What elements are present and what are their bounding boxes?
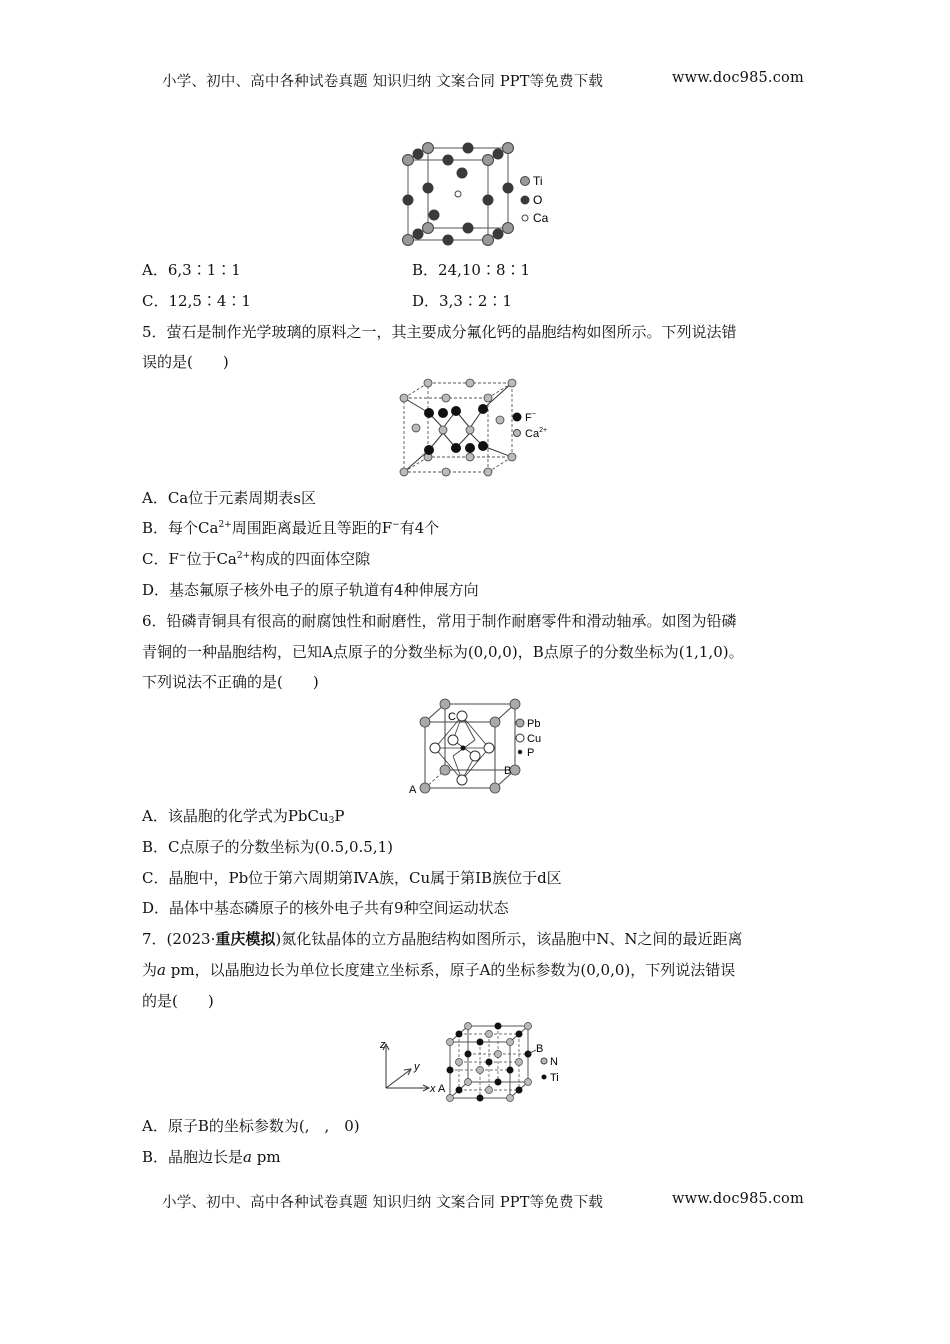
- label-a7: A: [438, 1083, 446, 1095]
- q5-option-b[interactable]: B．每个$Ca^{2+}$周围距离最近且等距的F−有4个: [142, 519, 440, 537]
- q6-option-b[interactable]: B．C点原子的分数坐标为(0.5,0.5,1): [142, 838, 393, 856]
- q6-option-d[interactable]: D．晶体中基态磷原子的核外电子共有9种空间运动状态: [142, 899, 509, 917]
- footer-text: 小学、初中、高中各种试卷真题 知识归纳 文案合同 PPT等免费下载: [162, 1195, 604, 1211]
- legend-o: O: [533, 193, 543, 207]
- q7-stem-line1: 7．(2023·重庆模拟)氮化钛晶体的立方晶胞结构如图所示，该晶胞中N、N之间的最近距离: [142, 930, 743, 948]
- q5-option-c[interactable]: C．F−位于$Ca^{2+}$构成的四面体空隙: [142, 550, 371, 568]
- q4-option-b[interactable]: B．24,10∶8∶1: [412, 261, 531, 279]
- axis-x: x: [430, 1083, 436, 1095]
- q5-stem-line2: 误的是( ): [142, 353, 229, 371]
- q6-stem-line1: 6．铅磷青铜具有很高的耐腐蚀性和耐磨性，常用于制作耐磨零件和滑动轴承。如图为铅磷: [142, 612, 737, 630]
- legend-pb: Pb: [527, 718, 541, 730]
- legend-ca: Ca: [533, 211, 549, 225]
- q7-option-b[interactable]: B．晶胞边长是a pm: [142, 1148, 281, 1166]
- q7-stem-line3: 的是( ): [142, 992, 214, 1010]
- q4-option-a[interactable]: A．6,3∶1∶1: [142, 261, 241, 279]
- label-c: C: [448, 711, 456, 723]
- q5-crystal-figure: [398, 378, 558, 478]
- legend-f: F−: [525, 411, 536, 424]
- header-site[interactable]: www.doc985.com: [672, 70, 804, 86]
- q7-crystal-figure: [378, 1022, 578, 1107]
- q6-crystal-figure: [405, 700, 555, 800]
- q6-stem-line2: 青铜的一种晶胞结构，已知A点原子的分数坐标为(0,0,0)，B点原子的分数坐标为(1,1,0)。: [142, 643, 744, 661]
- label-a: A: [409, 784, 417, 796]
- label-b7: B: [536, 1043, 544, 1055]
- page-header: [162, 70, 603, 91]
- q4-option-c[interactable]: C．12,5∶4∶1: [142, 292, 251, 310]
- legend-p: P: [527, 747, 535, 759]
- page-footer: [162, 1191, 603, 1212]
- q4-option-d[interactable]: D．3,3∶2∶1: [412, 292, 512, 310]
- axis-y: y: [414, 1061, 420, 1073]
- q6-option-a[interactable]: A．该晶胞的化学式为PbCu$_3$P: [142, 807, 345, 826]
- q7-stem-line2: 为a pm，以晶胞边长为单位长度建立坐标系，原子A的坐标参数为(0,0,0)，下列说法错误: [142, 961, 736, 979]
- legend-ti7: Ti: [550, 1072, 559, 1084]
- q5-option-d[interactable]: D．基态氟原子核外电子的原子轨道有4种伸展方向: [142, 581, 479, 599]
- header-text: 小学、初中、高中各种试卷真题 知识归纳 文案合同 PPT等免费下载: [162, 74, 604, 90]
- legend-ca2: $Ca^{2+}$: [525, 427, 548, 440]
- legend-cu: Cu: [527, 733, 542, 745]
- legend-n: N: [550, 1056, 558, 1068]
- q5-option-a[interactable]: A．Ca位于元素周期表s区: [142, 489, 316, 507]
- q5-stem-line1: 5．萤石是制作光学玻璃的原料之一，其主要成分氟化钙的晶胞结构如图所示。下列说法错: [142, 323, 737, 341]
- q7-option-a[interactable]: A．原子B的坐标参数为(, , 0): [142, 1117, 360, 1135]
- label-b: B: [504, 765, 512, 777]
- legend-ti: Ti: [533, 174, 543, 188]
- q6-stem-line3: 下列说法不正确的是( ): [142, 673, 319, 691]
- footer-site[interactable]: www.doc985.com: [672, 1191, 804, 1207]
- q6-option-c[interactable]: C．晶胞中，Pb位于第六周期第ⅣA族，Cu属于第ⅠB族位于d区: [142, 869, 562, 887]
- axis-z: z: [380, 1039, 386, 1051]
- q4-crystal-figure: [400, 145, 560, 250]
